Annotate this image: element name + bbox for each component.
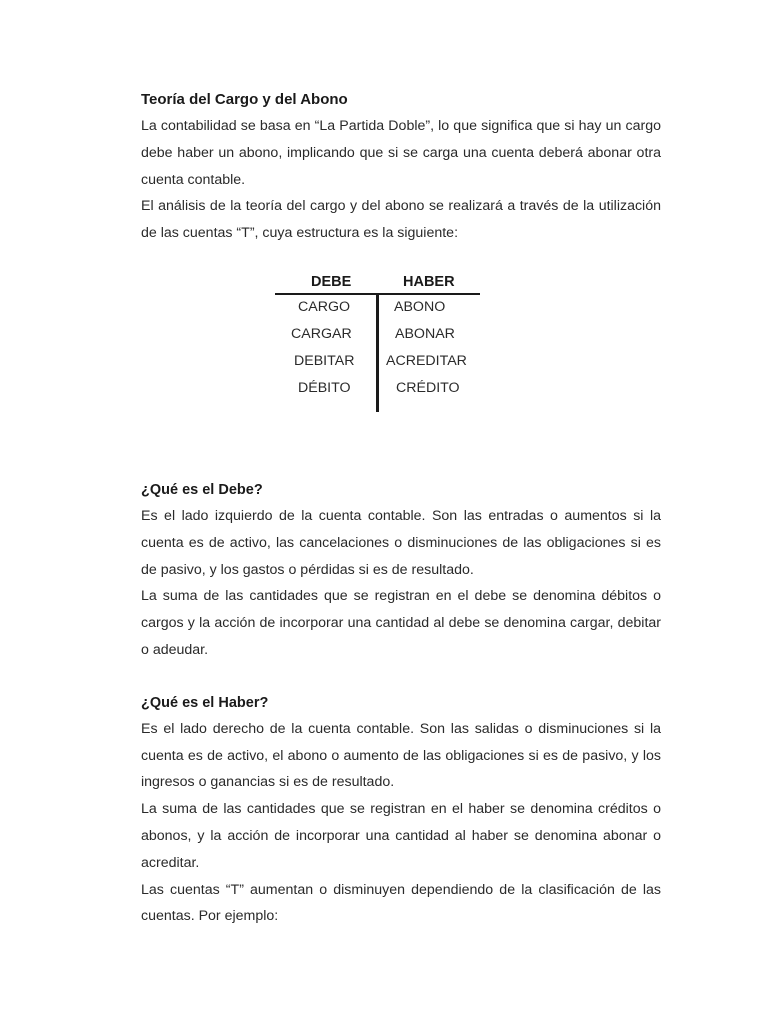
debe-heading: ¿Qué es el Debe? [141,481,263,498]
t-account-debe-item: CARGO [298,298,351,315]
t-account-haber-header: HABER [403,273,455,290]
haber-paragraph-1: Es el lado derecho de la cuenta contable. Son las salidas o disminuciones si la cuenta es de activo, el abono o aumento de las obligaciones si es de pasivo, y los ingresos o ganancias si es de resultado. [141,720,661,791]
intro-paragraph-2: El análisis de la teoría del cargo y del abono se realizará a través de la utilización de las cuentas “T”, cuya estructura es la siguiente: [141,198,661,242]
haber-paragraph-3: Las cuentas “T” aumentan o disminuyen dependiendo de la clasificación de las cuentas. Por ejemplo: [141,881,661,925]
section-spacer [141,664,661,690]
t-account-haber-item: ABONAR [395,325,455,342]
section-spacer [141,428,661,477]
t-account-haber-item: CRÉDITO [396,379,460,396]
debe-paragraph-1: Es el lado izquierdo de la cuenta contable. Son las entradas o aumentos si la cuenta es de activo, las cancelaciones o disminuciones de las obligaciones si es de pasivo, y los gastos o pérdidas si es de resultado. [141,507,661,578]
debe-paragraph-2: La suma de las cantidades que se registran en el debe se denomina débitos o cargos y la acción de incorporar una cantidad al debe se denomina cargar, debitar o adeudar. [141,588,661,658]
t-account-debe-item: DÉBITO [298,379,351,396]
haber-heading: ¿Qué es el Haber? [141,694,269,711]
t-account-debe-header: DEBE [311,273,352,290]
t-account-vertical-line [376,293,379,412]
page-title: Teoría del Cargo y del Abono [141,91,348,108]
t-account-haber-item: ABONO [394,298,446,315]
document-body [141,87,661,930]
intro-paragraph-1: La contabilidad se basa en “La Partida Doble”, lo que significa que si hay un cargo debe haber un abono, implicando que si se carga una cuenta deberá abonar otra cuenta contable. [141,118,661,188]
t-account-diagram [141,263,661,428]
t-account-debe-item: CARGAR [291,325,352,342]
t-account-haber-item: ACREDITAR [386,352,467,369]
haber-paragraph-2: La suma de las cantidades que se registran en el haber se denomina créditos o abonos, y la acción de incorporar una cantidad al haber se denomina abonar o acreditar. [141,801,661,871]
t-account-debe-item: DEBITAR [294,352,355,369]
